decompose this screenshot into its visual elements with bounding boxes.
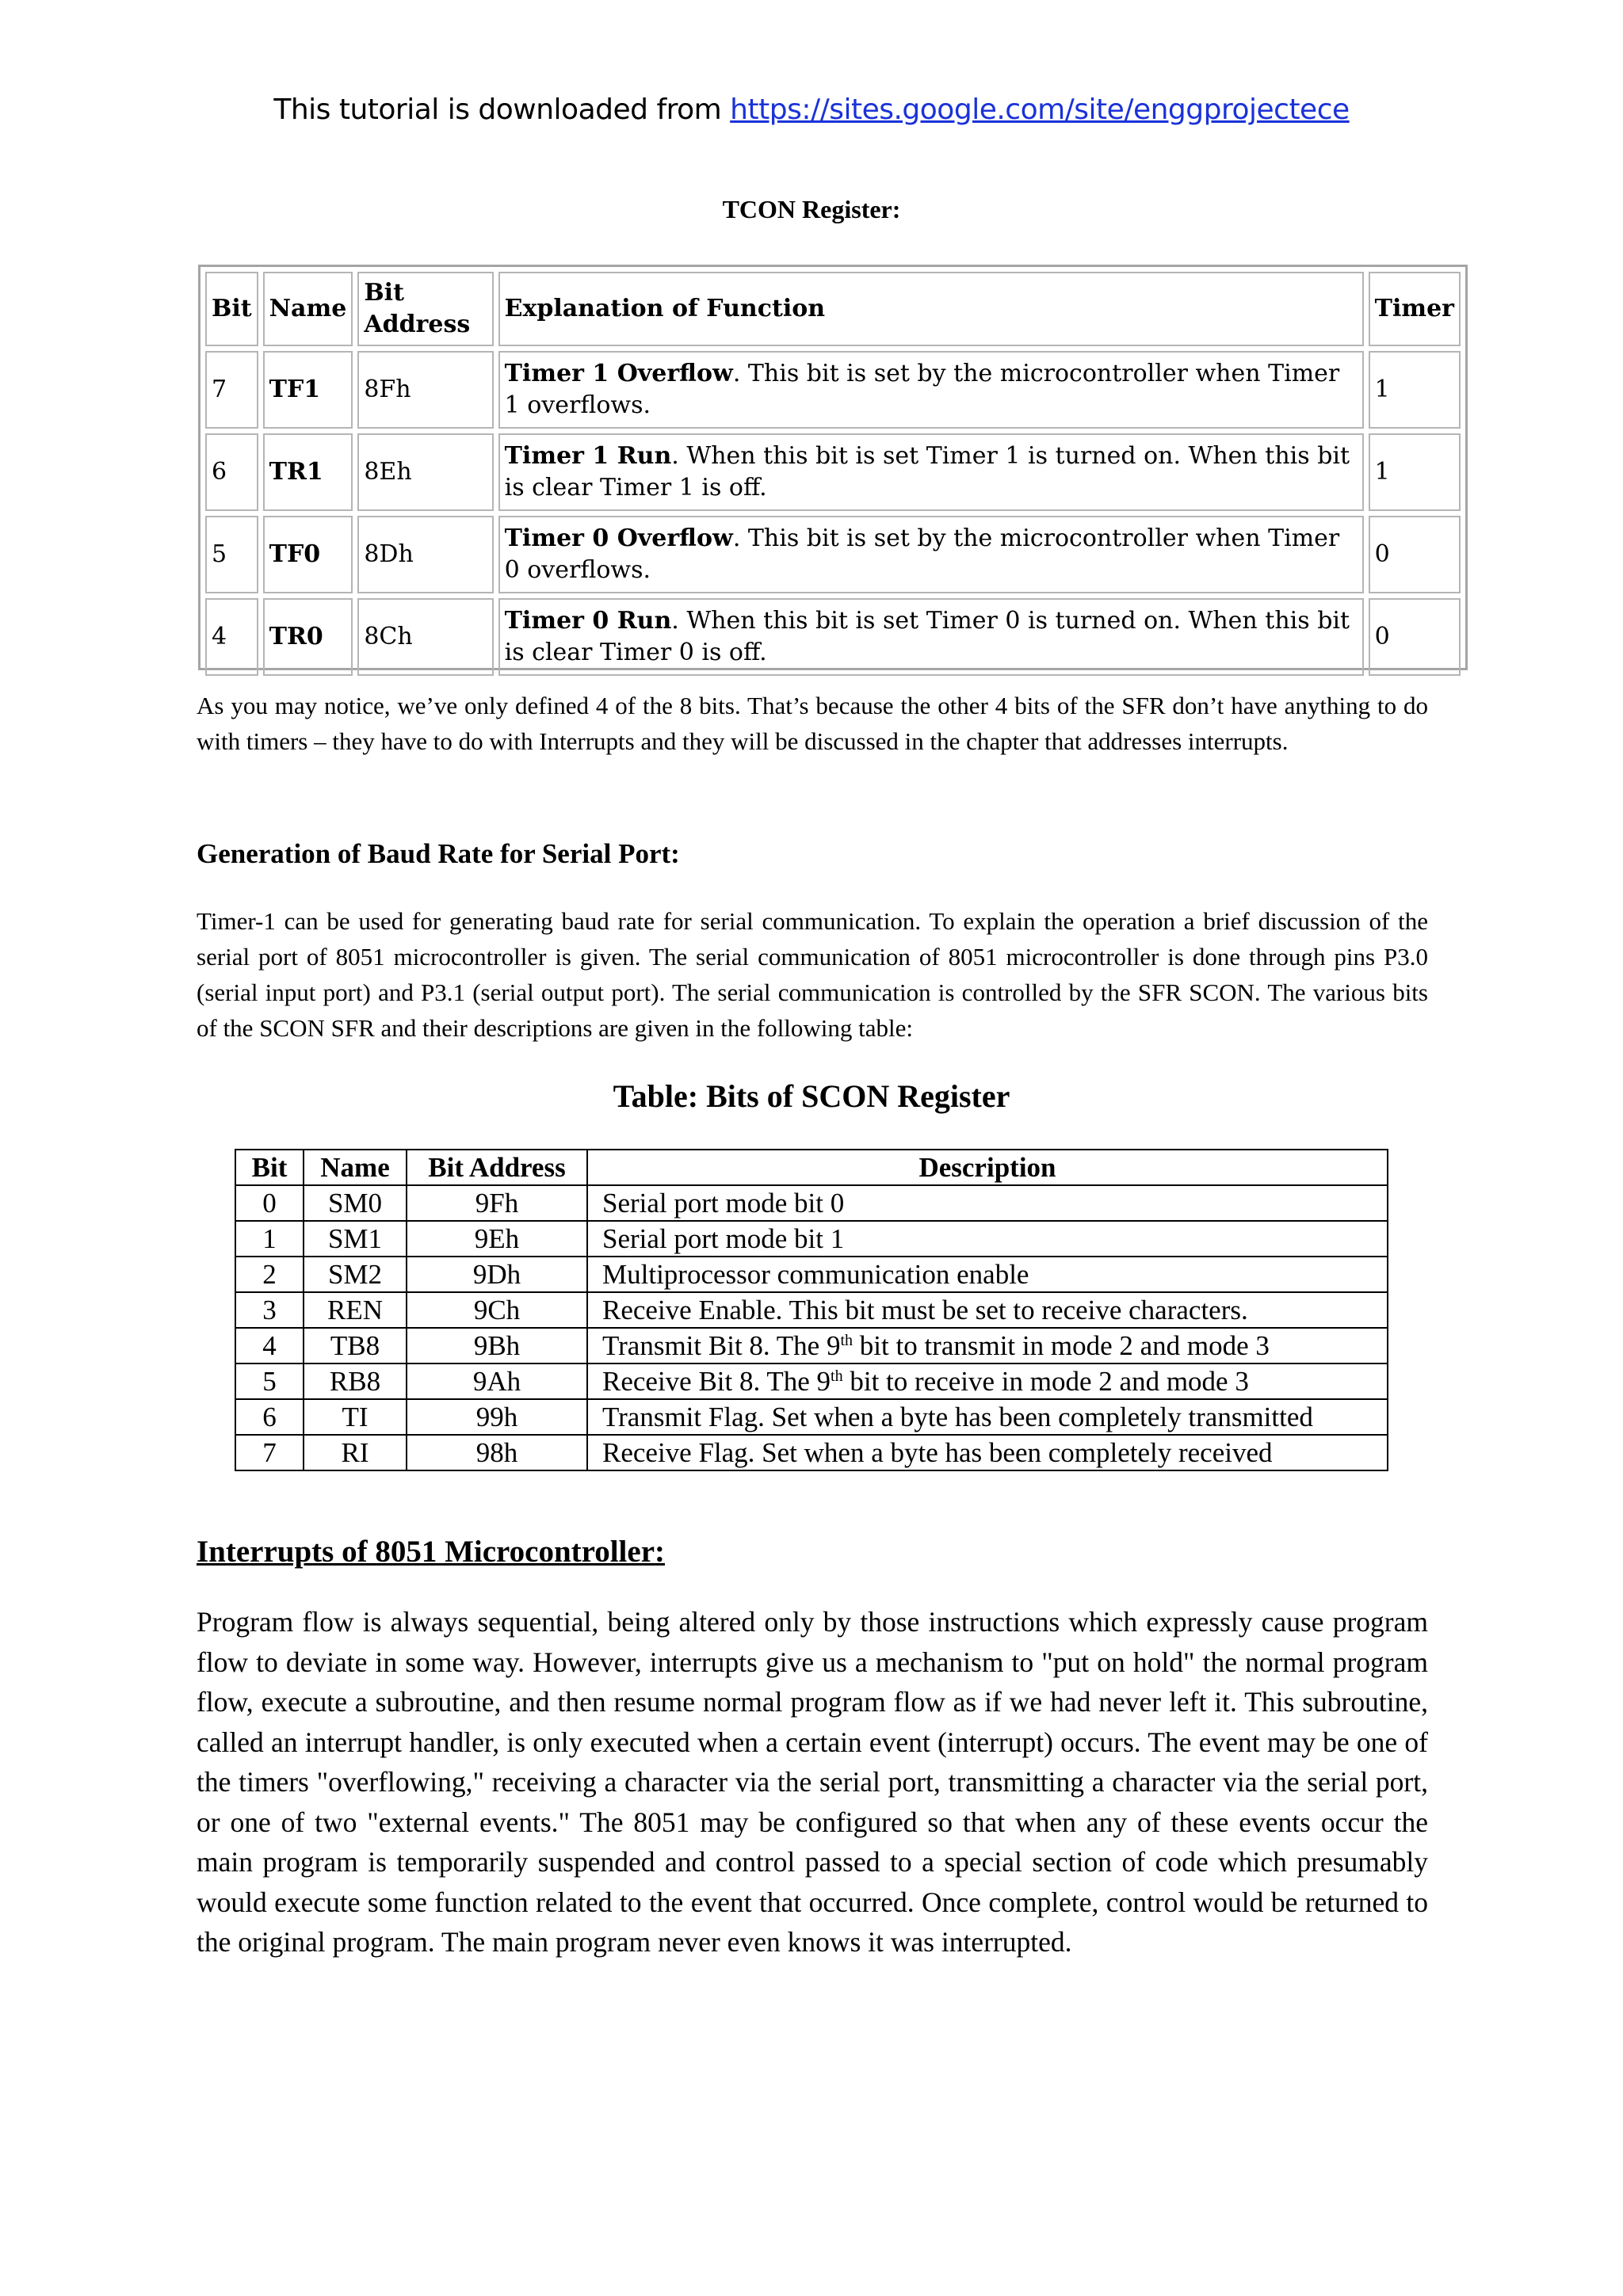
tcon-table [198, 265, 1468, 670]
tcon-address: 8Eh [357, 433, 493, 511]
scon-address: 9Eh [407, 1221, 587, 1257]
scon-col-description: Description [587, 1150, 1388, 1185]
table-row [235, 1363, 1388, 1399]
tcon-bit: 7 [205, 351, 258, 429]
tcon-name: TF0 [263, 516, 353, 593]
scon-description: Serial port mode bit 0 [587, 1185, 1388, 1221]
scon-name: TB8 [304, 1328, 407, 1363]
scon-address: 9Ah [407, 1363, 587, 1399]
tcon-address: 8Ch [357, 598, 493, 676]
scon-description: Serial port mode bit 1 [587, 1221, 1388, 1257]
scon-description: Receive Enable. This bit must be set to receive characters. [587, 1292, 1388, 1328]
tcon-bit: 4 [205, 598, 258, 676]
scon-bit: 4 [235, 1328, 304, 1363]
tcon-explanation [498, 351, 1364, 429]
scon-bit: 7 [235, 1435, 304, 1470]
download-link[interactable]: https://sites.google.com/site/enggprojectece [730, 93, 1350, 126]
tcon-title: TCON Register: [722, 195, 901, 223]
tcon-timer: 0 [1369, 598, 1461, 676]
scon-bit: 2 [235, 1257, 304, 1292]
table-row [205, 433, 1461, 511]
tcon-function-text: . This bit is set by the microcontroller when Timer 1 overflows. [504, 359, 1340, 419]
scon-col-bit: Bit [235, 1150, 304, 1185]
tcon-col-name: Name [263, 272, 353, 346]
scon-description [587, 1328, 1388, 1363]
scon-address: 98h [407, 1435, 587, 1470]
tcon-bit: 6 [205, 433, 258, 511]
scon-col-name: Name [304, 1150, 407, 1185]
tcon-function-text: . When this bit is set Timer 0 is turned on. When this bit is clear Timer 0 is off. [504, 606, 1350, 666]
scon-description [587, 1363, 1388, 1399]
scon-bit: 3 [235, 1292, 304, 1328]
scon-bit: 6 [235, 1399, 304, 1435]
tcon-explanation [498, 516, 1364, 593]
scon-description: Multiprocessor communication enable [587, 1257, 1388, 1292]
tcon-col-bit: Bit [205, 272, 258, 346]
scon-address: 9Dh [407, 1257, 587, 1292]
table-row [235, 1185, 1388, 1221]
scon-description: Receive Flag. Set when a byte has been completely received [587, 1435, 1388, 1470]
tcon-col-address: Bit Address [357, 272, 493, 346]
scon-table-title: Table: Bits of SCON Register [613, 1078, 1010, 1114]
scon-header-row [235, 1150, 1388, 1185]
ordinal-superscript: th [840, 1332, 854, 1349]
tcon-function-text: . This bit is set by the microcontroller when Timer 0 overflows. [504, 524, 1340, 584]
scon-bit: 1 [235, 1221, 304, 1257]
paragraph-baud-rate: Timer-1 can be used for generating baud rate for serial communication. To explain the operation a brief discussion of the serial port of 8051 microcontroller is given. The serial communication of 8051 microcontroller is done through pins P3.0 (serial input port) and P3.1 (serial output port). The serial communication is controlled by the SFR SCON. The various bits of the SCON SFR and their descriptions are given in the following table: [197, 907, 1428, 1042]
table-row [235, 1328, 1388, 1363]
tcon-col-timer: Timer [1369, 272, 1461, 346]
tcon-col-explanation: Explanation of Function [498, 272, 1364, 346]
tcon-function-title: Timer 0 Overflow [504, 524, 733, 552]
scon-bit: 0 [235, 1185, 304, 1221]
scon-name: SM0 [304, 1185, 407, 1221]
tcon-header-row [205, 272, 1461, 346]
table-row [235, 1292, 1388, 1328]
ordinal-superscript: th [831, 1367, 843, 1385]
scon-name: SM1 [304, 1221, 407, 1257]
table-row [235, 1257, 1388, 1292]
table-row [205, 598, 1461, 676]
table-row [235, 1435, 1388, 1470]
table-row [235, 1221, 1388, 1257]
table-row [205, 516, 1461, 593]
scon-address: 9Bh [407, 1328, 587, 1363]
scon-description: Transmit Flag. Set when a byte has been completely transmitted [587, 1399, 1388, 1435]
scon-bit: 5 [235, 1363, 304, 1399]
scon-description-text: bit to transmit in mode 2 and mode 3 [853, 1330, 1270, 1361]
paragraph-tcon-note: As you may notice, we’ve only defined 4 of the 8 bits. That’s because the other 4 bits of the SFR don’t have anything to do with timers – they have to do with Interrupts and they will be discussed in the chapter that addresses interrupts. [197, 692, 1428, 755]
interrupts-heading: Interrupts of 8051 Microcontroller: [197, 1535, 665, 1569]
tcon-function-title: Timer 1 Overflow [504, 359, 733, 387]
scon-description-text: bit to receive in mode 2 and mode 3 [842, 1366, 1249, 1397]
tcon-function-text: . When this bit is set Timer 1 is turned on. When this bit is clear Timer 1 is off. [504, 441, 1350, 502]
tcon-explanation [498, 598, 1364, 676]
tcon-function-title: Timer 1 Run [504, 441, 672, 470]
tcon-name: TR1 [263, 433, 353, 511]
scon-address: 99h [407, 1399, 587, 1435]
scon-description-text: Receive Bit 8. The 9 [602, 1366, 831, 1397]
tcon-name: TR0 [263, 598, 353, 676]
scon-description-text: Transmit Bit 8. The 9 [602, 1330, 841, 1361]
tcon-function-title: Timer 0 Run [504, 606, 672, 635]
tcon-bit: 5 [205, 516, 258, 593]
tcon-timer: 1 [1369, 433, 1461, 511]
tcon-timer: 0 [1369, 516, 1461, 593]
scon-table [235, 1149, 1388, 1471]
scon-name: SM2 [304, 1257, 407, 1292]
baud-rate-heading: Generation of Baud Rate for Serial Port: [197, 838, 680, 869]
paragraph-interrupts: Program flow is always sequential, being altered only by those instructions which expressly cause program flow to deviate in some way. However, interrupts give us a mechanism to "put on hold" the normal program flow, execute a subroutine, and then resume normal program flow as if we had never left it. This subroutine, called an interrupt handler, is only executed when a certain event (interrupt) occurs. The event may be one of the timers "overflowing," receiving a character via the serial port, transmitting a character via the serial port, or one of two "external events." The 8051 may be configured so that when any of these events occur the main program is temporarily suspended and control passed to a special section of code which presumably would execute some function related to the event that occurred. Once complete, control would be returned to the original program. The main program never even knows it was interrupted. [197, 1606, 1428, 1958]
scon-name: RB8 [304, 1363, 407, 1399]
scon-name: REN [304, 1292, 407, 1328]
scon-name: TI [304, 1399, 407, 1435]
scon-col-address: Bit Address [407, 1150, 587, 1185]
tcon-address: 8Fh [357, 351, 493, 429]
table-row [235, 1399, 1388, 1435]
tcon-name: TF1 [263, 351, 353, 429]
scon-address: 9Fh [407, 1185, 587, 1221]
download-notice-text: This tutorial is downloaded from [273, 93, 731, 126]
download-notice [0, 93, 1623, 126]
tcon-timer: 1 [1369, 351, 1461, 429]
tcon-address: 8Dh [357, 516, 493, 593]
scon-address: 9Ch [407, 1292, 587, 1328]
tcon-explanation [498, 433, 1364, 511]
scon-name: RI [304, 1435, 407, 1470]
table-row [205, 351, 1461, 429]
